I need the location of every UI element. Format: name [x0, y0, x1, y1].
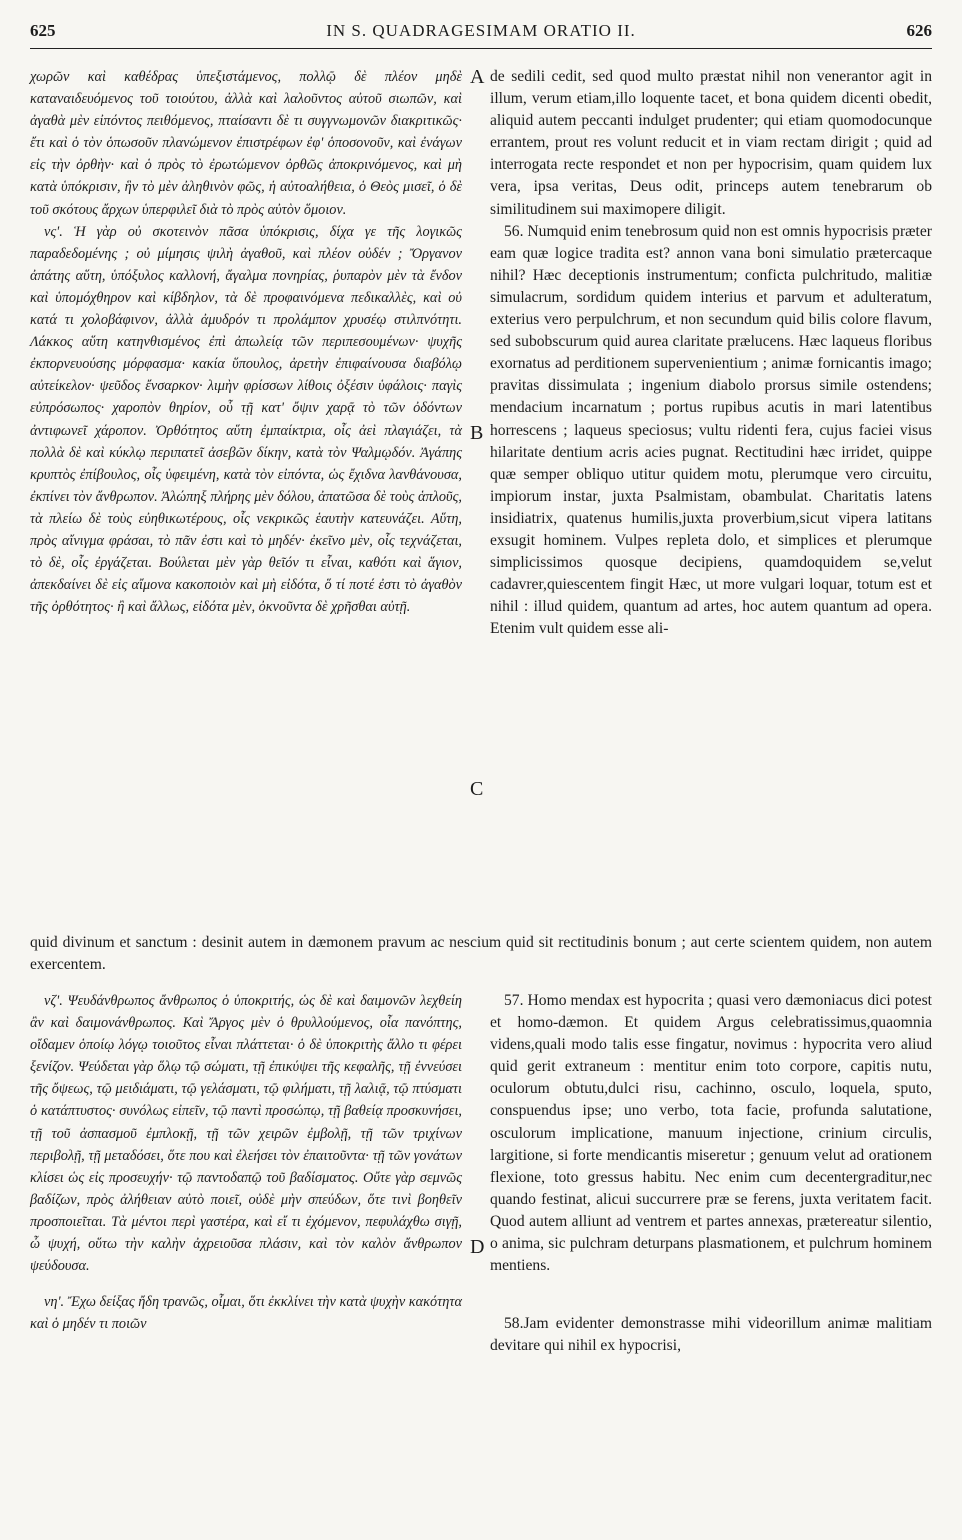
greek-paragraph: νς'. Ἡ γὰρ οὐ σκοτεινὸν πᾶσα ὑπόκρισις, δίχα γε τῆς λογικῶς παραδεδομένης ; οὐ μίμησις ψιλὴ ἀγαθοῦ, καὶ πλέον οὐδέν ; Ὄργανον ἀπάτης αὕτη, ὑπόξυλος καλλονή, ἄγαλμα πονηρίας, ῥυπαρὸν μὲν τὰ ἔνδον καὶ ὑπομόχθηρον καὶ κίβδηλον, τὰ δὲ προφαινόμενα πεδικαλλὲς, καὶ οὐ κατά τι χολοβάφινον, ἀλλὰ ἀμυδρόν τι προλάμπον χρυσέῳ στιλπνότητι. Λάκκος αὕτη κατηνθισμένος ἐπὶ ἀπωλείᾳ τῶν περιπεσουμένων· ψυχῆς ἐκπορνευούσης μόρφασμα· κακία ὕπουλος, ἀρετὴν ἐπιφαίνουσα διαβόλῳ αὐτείκελον· ψεῦδος ἔνσαρκον· λιμὴν φρίσσων λίθοις ὀξέσιν ὑφάλοις· παγὶς εὐπρόσωπος· χαροπὸν θηρίον, οὗ τῇ κατ' ὄψιν χαρᾷ τὸ τῶν ὀδόντων ἀντιφωνεῖ χάροπον. Ὀρθότητος αὕτη ἐμπαίκτρια, οἷς ἀεὶ πλαγιάζει, τὰ πολλὰ δὲ καὶ κύκλῳ περιπατεῖ ἀσεβῶν δίκην, κατὰ τὸν Ψαλμῳδόν. Ἀγάπης κρυπτὸς ἐπίβουλος, οἷς ὑφειμένη, κατὰ τὸν εἰπόντα, ὡς ἔχιδνα λανθάνουσα, ἐκπίνει τὸν ἄνθρωπον. Ἀλώπηξ πλήρης μὲν δόλου, ἀπατῶσα δὲ τοὺς ἁπλοῦς, τὰ πλείω δὲ τοὺς εὐηθικωτέρους, οἷς νεκρικῶς ἑαυτὴν κατευνάζει. Αὕτη, πρὸς αἴνιγμα φράσαι, τὸ πᾶν ἐστι καὶ τὸ μηδέν· ἐκεῖνο μὲν, οἷς τεχνάζεται, τὸ δὲ, οἷς ἐργάζεται. Βούλεται μὲν γὰρ θεῖόν τι εἶναι, καθότι καὶ ἅγιον, ἀπεκδαίνει δὲ εἰς αἴμονα κακοποιὸν καὶ μὴ εἰδότα, ὅ τί ποτέ ἐστι τὸ ἀγαθὸν τῆς ὀρθότητος· ἢ καὶ ἄλλως, εἰδότα μὲν, ὀκνοῦντα δὲ χρῆσθαι αὐτῇ. — [30, 223, 462, 616]
latin-paragraph: 56. Numquid enim tenebrosum quid non est omnis hypocrisis præter eam quæ logice tradita est? annon vana boni simulatio prætercaque nihil? Hæc deceptionis instrumentum; conficta pulchritudo, malitiæ simulacrum, sordidum quidem interius et parvum et adulteratum, exterius vero perpulchrum, et non secundum quid bilis colore flavum, sed subobscurum quid aurea claritate prælucens. Hæc laqueus floribus exornatus ad perditionem supervenientium ; animæ fornicantis imago; pravitas dissimulata ; ingenium diabolo prorsus simile ostendens; mendacium incarnatum ; portus rupibus acutis in mari latentibus horrescens ; laqueus speciosus; vultu ridenti fera, cujus faciei visus hilaritate dentium acris acies pugnat. Rectitudini hæc irridet, quippe quæ semper obliquo utitur quidem motu, plerumque vero circuitu, impiorum instar, juxta Psalmistam, obambulat. Charitatis latens insidiatrix, quatenus humilis,juxta proverbium,sicut vipera latitans exsugit hominem. Vulpes repleta dolo, et simplices et plerumque simplicissimos quosque decipiens, quamdoquidem se,velut cadavrer,quiescentem fingit Hæc, ut more vulgari loquar, totum est et nihil : illud quidem, quantum ad artes, hoc autem quantum ad opera. Etenim vult quidem esse ali- — [490, 222, 932, 638]
latin-column-lower — [490, 990, 932, 1357]
latin-paragraph: de sedili cedit, sed quod multo præstat nihil non venerantor agit in illum, verum etiam,illo loquente tacet, et bona quidem dicenti obedit, aliquid autem peccanti indulget prudenter; qui etiam quomodocunque errantem, prout res volunt reducit et in viam rectam dirigit ; quid ad interrogata recte respondet et non per hypocrisim, quam quidem lux vera, ipsa veritas, Deus odit, princeps autem tenebrarum ob similitudinem sui maximopere diligit. — [490, 68, 932, 218]
greek-paragraph: χωρῶν καὶ καθέδρας ὑπεξιστάμενος, πολλῷ δὲ πλέον μηδὲ καταναιδευόμενος τοῦ τοιούτου, ἀλλὰ καὶ λαλοῦντος αὐτοῦ σιωπῶν, καὶ ἀγαθὰ μὲν εἰπόντος πειθόμενος, πταίσαντι δὲ τι συγγνωμονῶν διακριτικῶς· ἔτι καὶ ὁ τὸν ὁπωσοῦν πλανώμενον ἐπιστρέφων ἐφ' ὁποσονοῦν, καὶ ἐνάγων εἰς τὴν ὀρθὴν· καὶ ὁ πρὸς τὸ ἐρωτώμενον ὀρθῶς ἀποκρινόμενος, καὶ μὴ κατὰ ὑπόκρισιν, ἣν τὸ μὲν ἀληθινὸν φῶς, ἡ αὐτοαλήθεια, ὁ Θεὸς μισεῖ, ὁ δὲ τοῦ σκότους ἄρχων ὑπερφιλεῖ διὰ τὸ πρὸς αὐτὸν ὅμοιον. — [30, 69, 462, 218]
page-header — [30, 14, 932, 49]
margin-letter-c: C — [470, 778, 484, 800]
margin-letter-b: B — [470, 422, 484, 444]
margin-letter-a: A — [470, 66, 485, 88]
full-width-line: quid divinum et sanctum : desinit autem in dæmonem pravum ac nescium quid sit rectitudinis bonum ; aut certe scientem quidem, non autem exercentem. — [30, 934, 932, 974]
running-title: IN S. QUADRAGESIMAM ORATIO II. — [326, 21, 636, 40]
greek-paragraph: νζ'. Ψευδάνθρωπος ἄνθρωπος ὁ ὑποκριτής, ὡς δὲ καὶ δαιμονῶν λεχθείη ἂν καὶ δαιμονάνθρωπος. Καὶ Ἄργος μὲν ὁ θρυλλούμενος, οἷα πανόπτης, οἴδαμεν ὁποίῳ λόγῳ τοιοῦτος εἶναι πλάττεται· ὁ δὲ ὑποκριτὴς ἄλλο τι φέρει ξενίζον. Ψεύδεται γὰρ ὅλῳ τῷ σώματι, τῇ ἐπικύψει τῆς κεφαλῆς, τῇ ἐννεύσει τῆς ὄψεως, τῷ μειδιάματι, τῷ γελάσματι, τῷ φιλήματι, τῇ λαλιᾷ, τῷ πτύσματι ὁ κατάπτυστος· συνόλως εἰπεῖν, τῷ παντὶ προσώπῳ, τῇ βαθείᾳ προσκυνήσει, τῇ τοῦ ἀσπασμοῦ ἐμπλοκῇ, τῇ τῶν χειρῶν ἐμβολῇ, τῇ τῶν τριχίνων περιβολῇ, τῇ μεταδόσει, ὅτε που καὶ ἐλεήσει τὸν ἐπαιτοῦντα· τῇ τῶν γονάτων κλίσει ὡς εἰς προσευχήν· τῷ παντοδαπῷ τοῦ βαδίσματος. Οὔτε γὰρ σεμνῶς βαδίζων, πρὸς ἀλήθειαν αὐτὸ ποιεῖ, οὐδὲ μὴν σπεύδων, ὅτε τινὶ βοηθεῖν προσποιεῖται. Τὰ μέντοι περὶ γαστέρα, καὶ εἴ τι ἐχόμενον, πεφυλάχθω σιγῇ, ὦ ψυχή, οὕτω τὴν καλὴν ἀχρειοῦσα πλάσιν, καὶ τὸν καλὸν ἄνθρωπον ψεύδουσα. — [30, 993, 462, 1275]
greek-paragraph: νη'. Ἔχω δείξας ἤδη τρανῶς, οἶμαι, ὅτι ἐκκλίνει τὴν κατὰ ψυχὴν κακότητα καὶ ὁ μηδέν τι ποιῶν — [30, 1294, 462, 1333]
page-number-right: 626 — [906, 21, 932, 40]
latin-paragraph: 57. Homo mendax est hypocrita ; quasi vero dæmoniacus dici potest et homo-dæmon. Et quidem Argus celebratissimus,quaomnia videns,quali modo talis esse fingatur, novimus : hypocrita vero aliud quid gerit extraneum : mentitur enim toto corpore, capitis nutu, oculorum obtutu,dulci risu, cachinno, osculo, loquela, sputo, conspuendus ipse; uno verbo, tota facie, profunda salutatione, osculorum implicatione, manuum injectione, crinium circulis, largitione, si forte mendicantis miseretur ; genuum velut ad orationem flexione, toto gressus habitu. Nec enim cum decentergraditur,nec quando festinat, alicui succurrere præ se ferens, juxta veritatem facit. Quod autem alliunt ad ventrem et partes annexas, prætereatur silentio, o anima, sic pulchram deturpans plasmationem, et pulchrum hominem mentiens. — [490, 992, 932, 1275]
latin-paragraph: 58.Jam evidenter demonstrasse mihi videorillum animæ malitiam devitare qui nihil ex hypocrisi, — [490, 1315, 932, 1355]
greek-column-upper — [30, 66, 462, 618]
page-number-left: 625 — [30, 21, 56, 40]
margin-letter-d: D — [470, 1236, 485, 1258]
latin-column-upper — [490, 66, 932, 640]
greek-column-lower — [30, 990, 462, 1335]
